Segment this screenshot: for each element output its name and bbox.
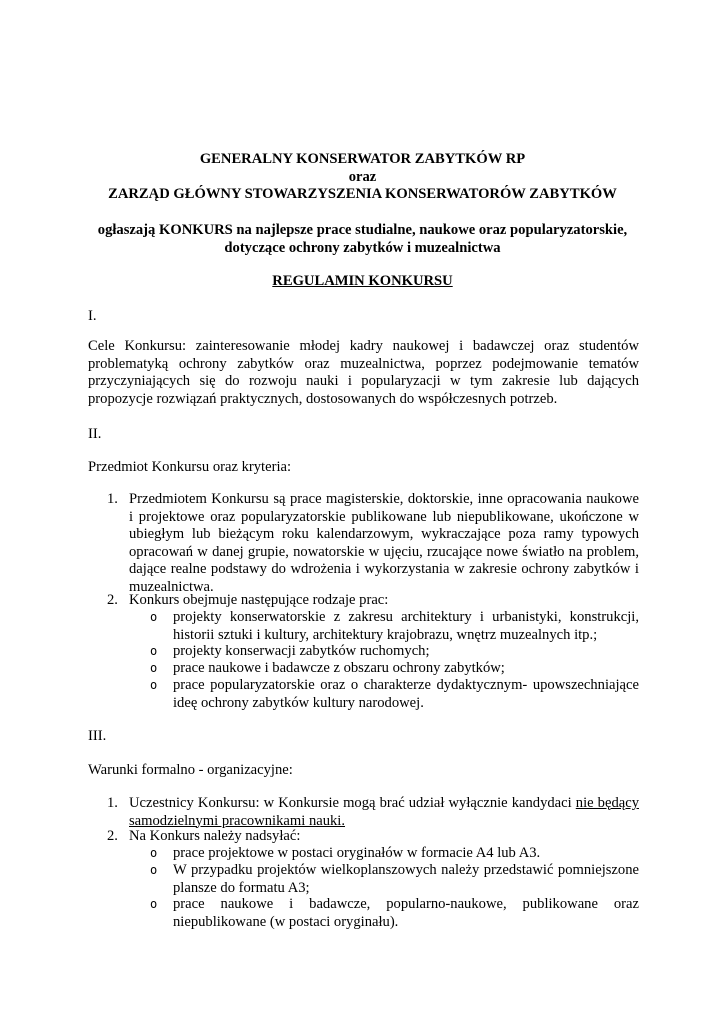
sub-list-item-text: prace projektowe w postaci oryginałów w formacie A4 lub A3. bbox=[173, 845, 541, 861]
header-line-3: ZARZĄD GŁÓWNY STOWARZYSZENIA KONSERWATORÓW ZABYTKÓW bbox=[108, 186, 617, 203]
list-item-text-plain: Uczestnicy Konkursu: w Konkursie mogą brać udział wyłącznie kandydaci bbox=[129, 795, 576, 811]
list-item-text bbox=[129, 795, 639, 830]
section-3-numeral: III. bbox=[88, 728, 107, 744]
announcement-line-2: dotyczące ochrony zabytków i muzealnictwa bbox=[224, 239, 501, 256]
list-item-text: Przedmiotem Konkursu są prace magisterskie, doktorskie, inne opracowania naukowe i projektowe oraz popularyzatorskie publikowane lub niepublikowane, ukończone w ubiegłym lub bieżącym roku kalendarzowym, wykraczające poza ramy typowych opracowań w danej grupie, nowatorskie w ujęciu, rzucające nowe światło na problem, dające realne podstawy do wdrożenia i wykorzystania w zakresie ochrony zabytków i muzealnictwa. bbox=[129, 491, 639, 595]
regulamin-title: REGULAMIN KONKURSU bbox=[272, 273, 453, 289]
list-item-text: Konkurs obejmuje następujące rodzaje prac: bbox=[129, 592, 389, 608]
header bbox=[0, 151, 725, 204]
section-2-heading: Przedmiot Konkursu oraz kryteria: bbox=[88, 459, 292, 475]
circle-bullet-icon: o bbox=[150, 644, 158, 658]
sub-list-item-text: prace naukowe i badawcze, popularno-naukowe, publikowane oraz niepublikowane (w postaci oryginału). bbox=[173, 896, 639, 930]
sub-list-item-text: prace popularyzatorskie oraz o charakterze dydaktycznym- upowszechniające ideę ochrony zabytków kultury narodowej. bbox=[173, 677, 639, 711]
list-item-number: 2. bbox=[107, 828, 118, 844]
header-line-2: oraz bbox=[348, 168, 377, 185]
circle-bullet-icon: o bbox=[150, 846, 158, 860]
section-1-text: Cele Konkursu: zainteresowanie młodej kadry naukowej i badawczej oraz studentów problematyką ochrony zabytków oraz muzealnictwa, poprzez podejmowanie tematów przyczyniających się do rozwoju nauki i popularyzacji w tym zakresie lub dających propozycje rozwiązań praktycznych, dostosowanych do współczesnych potrzeb. bbox=[88, 338, 639, 407]
announcement-line-1: ogłaszają KONKURS na najlepsze prace studialne, naukowe oraz popularyzatorskie, bbox=[97, 222, 628, 238]
list-item-number: 2. bbox=[107, 592, 118, 608]
circle-bullet-icon: o bbox=[150, 610, 158, 624]
sub-list-item-text: projekty konserwatorskie z zakresu architektury i urbanistyki, konstrukcji, historii sztuki i kultury, architektury krajobrazu, wnętrz muzealnych itp.; bbox=[173, 609, 639, 643]
circle-bullet-icon: o bbox=[150, 863, 158, 877]
sub-list-item-text: W przypadku projektów wielkoplanszowych należy przedstawić pomniejszone plansze do formatu A3; bbox=[173, 862, 639, 896]
announcement bbox=[0, 222, 725, 257]
circle-bullet-icon: o bbox=[150, 678, 158, 692]
header-line-1: GENERALNY KONSERWATOR ZABYTKÓW RP bbox=[199, 151, 526, 167]
list-item-text: Na Konkurs należy nadsyłać: bbox=[129, 828, 301, 844]
circle-bullet-icon: o bbox=[150, 661, 158, 675]
sub-list-item-text: prace naukowe i badawcze z obszaru ochrony zabytków; bbox=[173, 660, 505, 676]
section-3-heading: Warunki formalno - organizacyjne: bbox=[88, 762, 293, 778]
list-item-number: 1. bbox=[107, 795, 118, 811]
circle-bullet-icon: o bbox=[150, 897, 158, 911]
underlined-condition: nie będący samodzielnymi pracownikami nauki. bbox=[129, 795, 639, 829]
list-item-number: 1. bbox=[107, 491, 118, 507]
section-1-numeral: I. bbox=[88, 308, 97, 324]
sub-list-item-text: projekty konserwacji zabytków ruchomych; bbox=[173, 643, 430, 659]
section-2-numeral: II. bbox=[88, 426, 102, 442]
